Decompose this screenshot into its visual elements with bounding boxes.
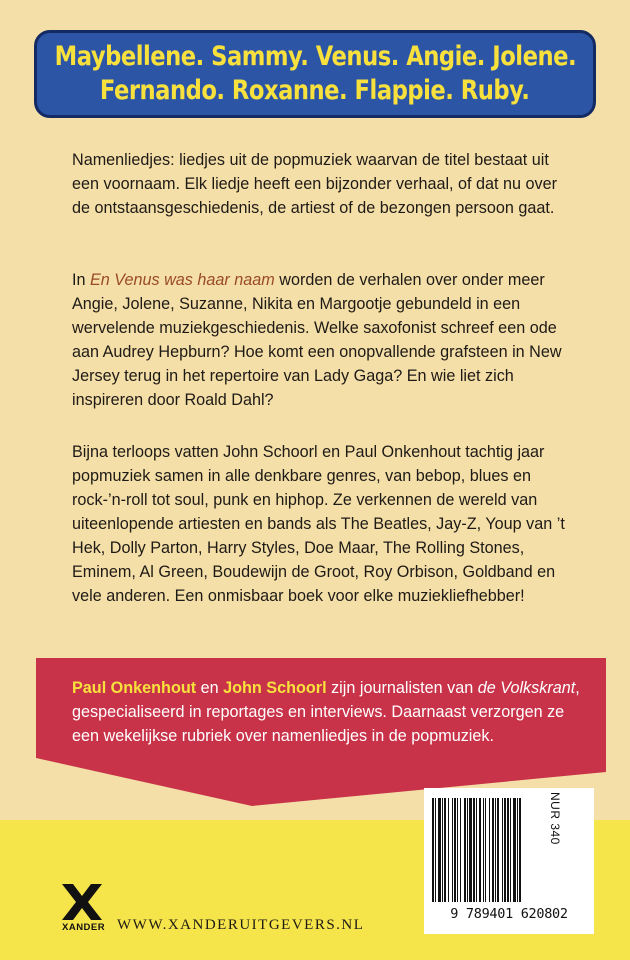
barcode-bar xyxy=(464,798,466,902)
barcode-bar xyxy=(492,798,494,902)
barcode-bar xyxy=(442,798,443,902)
barcode-bar xyxy=(467,798,468,902)
barcode-bar xyxy=(476,798,477,902)
nur-code: NUR 340 xyxy=(548,792,562,845)
xander-x-icon xyxy=(60,882,104,922)
barcode-bar xyxy=(454,798,456,902)
barcode-bar xyxy=(504,798,506,902)
title-line-2: Fernando. Roxanne. Flappie. Ruby. xyxy=(100,75,530,106)
barcode-bar xyxy=(457,798,458,902)
barcode-bar xyxy=(507,798,509,902)
barcode-bar xyxy=(495,798,496,902)
blurb-paragraph-1: Namenliedjes: liedjes uit de popmuziek waarvan de titel bestaat uit een voornaam. Elk liedje heeft een bijzonder verhaal, of dat nu over de ontstaansgeschiedenis, de artiest of de bezongen persoon gaat. xyxy=(72,151,558,217)
publisher-website: WWW.XANDERUITGEVERS.NL xyxy=(117,917,365,933)
book-title: En Venus was haar naam xyxy=(90,271,275,289)
barcode-bar xyxy=(519,798,521,902)
blurb-p2-start: In xyxy=(72,271,90,289)
barcode-bar xyxy=(432,798,434,902)
barcode-bar xyxy=(502,798,503,902)
xander-logo xyxy=(60,882,104,940)
barcode-bar xyxy=(460,798,461,902)
barcode-bar xyxy=(510,798,511,902)
barcode-bar xyxy=(438,798,441,902)
author-bio-conj: en xyxy=(196,679,224,697)
author-bio-text-2: , gespecialiseerd in reportages en interviews. Daarnaast verzorgen ze een wekelijkse rubriek over namenliedjes in de popmuziek. xyxy=(72,679,580,745)
isbn-number: 9 789401 620802 xyxy=(450,906,568,922)
barcode-bar xyxy=(448,798,449,902)
barcode-bar xyxy=(452,798,453,902)
barcode-bar xyxy=(485,798,486,902)
blurb-p2-rest: worden de verhalen over onder meer Angie, Jolene, Suzanne, Nikita en Margootje gebundeld in een wervelende muziekgeschiedenis. Welke saxofonist schreef een ode aan Audrey Hepburn? Hoe komt een onopvallende grafsteen in New Jersey terug in het repertoire van Lady Gaga? En wie liet zich inspireren door Roald Dahl? xyxy=(72,271,562,409)
barcode-bar xyxy=(435,798,436,902)
newspaper-name: de Volkskrant xyxy=(477,679,576,697)
author-bio xyxy=(72,676,592,748)
barcode-bar xyxy=(473,798,475,902)
isbn-barcode xyxy=(424,788,594,934)
barcode-bar xyxy=(483,798,484,902)
barcode-bar xyxy=(469,798,472,902)
author-name-2: John Schoorl xyxy=(223,679,327,697)
xander-wordmark: XANDER xyxy=(62,922,106,933)
author-name-1: Paul Onkenhout xyxy=(72,679,197,697)
barcode-bar xyxy=(489,798,490,902)
barcode-bars xyxy=(432,798,542,902)
author-bio-text-1: zijn journalisten van xyxy=(326,679,478,697)
barcode-bar xyxy=(517,798,518,902)
title-line-1: Maybellene. Sammy. Venus. Angie. Jolene. xyxy=(54,41,576,72)
barcode-bar xyxy=(479,798,481,902)
barcode-bar xyxy=(513,798,516,902)
barcode-bar xyxy=(497,798,499,902)
barcode-bar xyxy=(444,798,446,902)
blurb-paragraph-3: Bijna terloops vatten John Schoorl en Paul Onkenhout tachtig jaar popmuziek samen in alle denkbare genres, van bebop, blues en rock-’n-roll tot soul, punk en hiphop. Ze verkennen de wereld van uiteenlopende artiesten en bands als The Beatles, Jay-Z, Youp van ’t Hek, Dolly Parton, Harry Styles, Doe Maar, The Rolling Stones, Eminem, Al Green, Boudewijn de Groot, Roy Orbison, Goldband en vele anderen. Een onmisbaar boek voor elke muziekliefhebber! xyxy=(72,443,565,605)
